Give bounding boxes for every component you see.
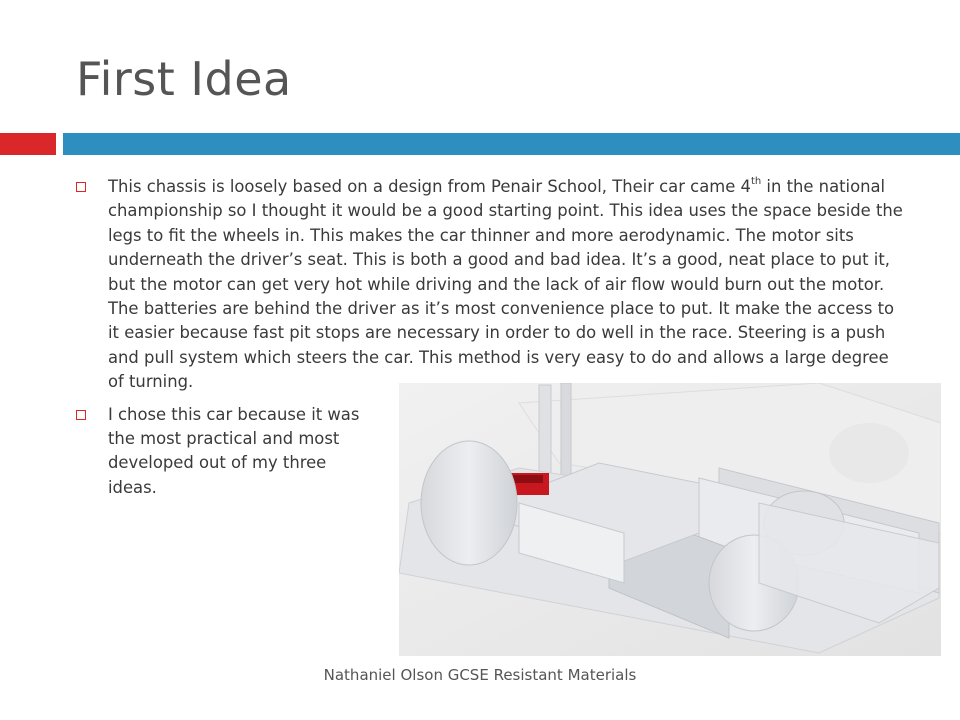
slide-footer: Nathaniel Olson GCSE Resistant Materials bbox=[323, 666, 637, 684]
bullet-item-2 bbox=[76, 403, 378, 501]
car-chassis-render-image bbox=[399, 383, 941, 656]
accent-bar-blue bbox=[63, 133, 960, 155]
slide-title: First Idea bbox=[76, 52, 292, 106]
bullet-square-icon bbox=[76, 410, 86, 420]
bullet-1-text-a: This chassis is loosely based on a design from Penair School, Their car came 4 bbox=[108, 177, 751, 196]
bullet-1-text-b: in the national championship so I thought it would be a good starting point. This idea uses the space beside the legs to fit the wheels in. This makes the car thinner and more aerodynamic. The motor sits underneath the driver’s seat. This is both a good and bad idea. It’s a good, neat place to put it, but the motor can get very hot while driving and the lack of air flow would burn out the motor. The batteries are behind the driver as it’s most convenience place to put. It make the access to it easier because fast pit stops are necessary in order to do well in the race. Steering is a push and pull system which steers the car. This method is very easy to do and allows a large degree of turning. bbox=[108, 177, 903, 392]
bullet-1-superscript: th bbox=[750, 176, 762, 187]
bullet-2-text: I chose this car because it was the most practical and most developed out of my three ideas. bbox=[108, 404, 360, 497]
bullet-square-icon bbox=[76, 182, 86, 192]
bullet-item-1 bbox=[76, 175, 906, 395]
accent-bar-red bbox=[0, 133, 56, 155]
